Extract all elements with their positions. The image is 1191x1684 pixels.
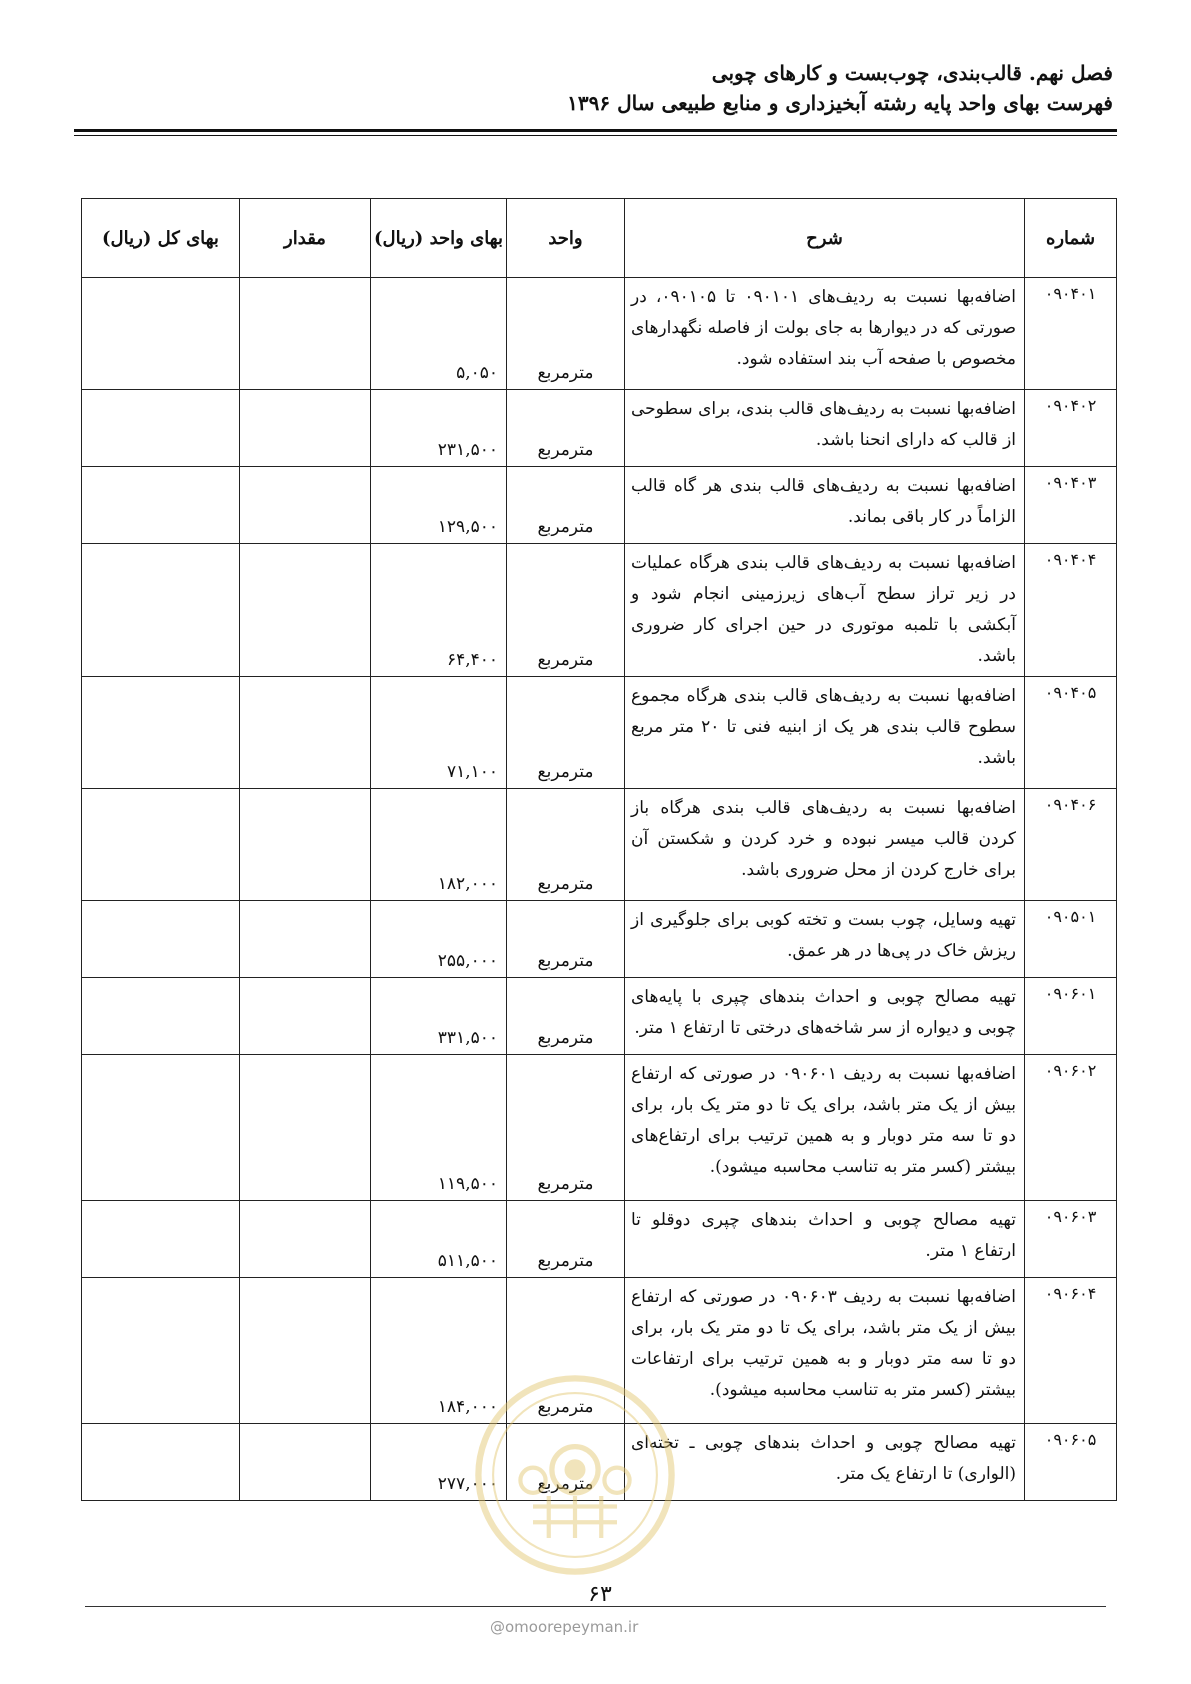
row-unit: مترمربع — [507, 978, 625, 1055]
table-row — [82, 789, 1117, 901]
row-total — [82, 978, 240, 1055]
row-unit-price: ۱۸۴,۰۰۰ — [371, 1278, 507, 1424]
row-unit: مترمربع — [507, 390, 625, 467]
row-total — [82, 544, 240, 677]
row-number: ۰۹۰۴۰۱ — [1025, 278, 1117, 390]
table-row — [82, 467, 1117, 544]
row-quantity — [240, 1278, 371, 1424]
chapter-title: فصل نهم. قالب‌بندی، چوب‌بست و کارهای چوبی — [711, 61, 1113, 85]
row-quantity — [240, 544, 371, 677]
row-description: تهیه مصالح چوبی و احداث بندهای چپری با پایه‌های چوبی و دیواره از سر شاخه‌های درختی تا ارتفاع ۱ متر. — [625, 978, 1025, 1055]
row-description: تهیه مصالح چوبی و احداث بندهای چوبی ـ تخته‌ای (الواری) تا ارتفاع یک متر. — [625, 1424, 1025, 1501]
row-unit-price: ۲۷۷,۰۰۰ — [371, 1424, 507, 1501]
row-total — [82, 1055, 240, 1201]
row-unit-price: ۳۳۱,۵۰۰ — [371, 978, 507, 1055]
row-quantity — [240, 978, 371, 1055]
row-unit: مترمربع — [507, 544, 625, 677]
row-quantity — [240, 390, 371, 467]
table-header-row — [82, 199, 1117, 278]
row-unit: مترمربع — [507, 1055, 625, 1201]
table-row — [82, 901, 1117, 978]
row-description: اضافه‌بها نسبت به ردیف‌های قالب بندی، برای سطوحی از قالب که دارای انحنا باشد. — [625, 390, 1025, 467]
row-unit: مترمربع — [507, 1424, 625, 1501]
row-description: تهیه مصالح چوبی و احداث بندهای چپری دوقلو تا ارتفاع ۱ متر. — [625, 1201, 1025, 1278]
row-description: اضافه‌بها نسبت به ردیف ۰۹۰۶۰۳ در صورتی که ارتفاع بیش از یک متر باشد، برای یک تا دو متر یک بار، برای دو تا سه متر دوبار و به همین ترتیب برای ارتفاعات بیشتر (کسر متر به تناسب محاسبه میشود). — [625, 1278, 1025, 1424]
row-number: ۰۹۰۶۰۵ — [1025, 1424, 1117, 1501]
row-quantity — [240, 677, 371, 789]
row-quantity — [240, 467, 371, 544]
row-number: ۰۹۰۵۰۱ — [1025, 901, 1117, 978]
row-unit: مترمربع — [507, 1278, 625, 1424]
header-rule-thick — [74, 129, 1117, 132]
header-quantity: مقدار — [240, 199, 371, 278]
row-unit: مترمربع — [507, 677, 625, 789]
row-description: اضافه‌بها نسبت به ردیف‌های قالب بندی هرگاه مجموع سطوح قالب بندی هر یک از ابنیه فنی تا ۲۰ متر مربع باشد. — [625, 677, 1025, 789]
header-number: شماره — [1025, 199, 1117, 278]
table-row — [82, 1055, 1117, 1201]
table-row — [82, 544, 1117, 677]
row-total — [82, 901, 240, 978]
row-total — [82, 789, 240, 901]
row-description: تهیه وسایل، چوب بست و تخته کوبی برای جلوگیری از ریزش خاک در پی‌ها در هر عمق. — [625, 901, 1025, 978]
row-description: اضافه‌بها نسبت به ردیف‌های قالب بندی هرگاه عملیات در زیر تراز سطح آب‌های زیرزمینی انجام شود و آبکشی با تلمبه موتوری در حین اجرای کار ضروری باشد. — [625, 544, 1025, 677]
footer-rule — [85, 1606, 1106, 1607]
row-unit-price: ۵۱۱,۵۰۰ — [371, 1201, 507, 1278]
row-total — [82, 1201, 240, 1278]
page-number: ۶۳ — [588, 1582, 612, 1607]
row-quantity — [240, 1424, 371, 1501]
row-description: اضافه‌بها نسبت به ردیف‌های قالب بندی هرگاه باز کردن قالب میسر نبوده و خرد کردن و شکستن آن برای خارج کردن از محل ضروری باشد. — [625, 789, 1025, 901]
row-number: ۰۹۰۶۰۱ — [1025, 978, 1117, 1055]
row-description: اضافه‌بها نسبت به ردیف‌های ۰۹۰۱۰۱ تا ۰۹۰۱۰۵، در صورتی که در دیوارها به جای بولت از فاصله نگهدارهای مخصوص با صفحه آب بند استفاده شود. — [625, 278, 1025, 390]
row-unit: مترمربع — [507, 278, 625, 390]
document-subtitle: فهرست بهای واحد پایه رشته آبخیزداری و منابع طبیعی سال ۱۳۹۶ — [567, 91, 1113, 115]
row-total — [82, 1424, 240, 1501]
row-quantity — [240, 1055, 371, 1201]
row-number: ۰۹۰۴۰۶ — [1025, 789, 1117, 901]
row-unit-price: ۷۱,۱۰۰ — [371, 677, 507, 789]
row-quantity — [240, 789, 371, 901]
header-unit: واحد — [507, 199, 625, 278]
row-unit-price: ۵,۰۵۰ — [371, 278, 507, 390]
seal-watermark-icon — [470, 1370, 680, 1580]
footer-site-watermark: @omoorepeyman.ir — [490, 1618, 639, 1636]
row-unit-price: ۲۳۱,۵۰۰ — [371, 390, 507, 467]
row-quantity — [240, 1201, 371, 1278]
row-number: ۰۹۰۴۰۵ — [1025, 677, 1117, 789]
table-row — [82, 278, 1117, 390]
row-unit: مترمربع — [507, 789, 625, 901]
header-unit-price: بهای واحد (ریال) — [371, 199, 507, 278]
table-row — [82, 677, 1117, 789]
header-total-price: بهای کل (ریال) — [82, 199, 240, 278]
row-total — [82, 278, 240, 390]
price-list-table — [81, 198, 1117, 1501]
row-unit-price: ۱۸۲,۰۰۰ — [371, 789, 507, 901]
row-unit-price: ۱۱۹,۵۰۰ — [371, 1055, 507, 1201]
row-number: ۰۹۰۴۰۴ — [1025, 544, 1117, 677]
header-description: شرح — [625, 199, 1025, 278]
header-rule-thin — [74, 135, 1117, 136]
row-number: ۰۹۰۶۰۳ — [1025, 1201, 1117, 1278]
table-row — [82, 978, 1117, 1055]
row-total — [82, 467, 240, 544]
table-row — [82, 390, 1117, 467]
row-unit-price: ۱۲۹,۵۰۰ — [371, 467, 507, 544]
row-total — [82, 1278, 240, 1424]
row-unit-price: ۲۵۵,۰۰۰ — [371, 901, 507, 978]
row-unit: مترمربع — [507, 901, 625, 978]
row-unit-price: ۶۴,۴۰۰ — [371, 544, 507, 677]
row-unit: مترمربع — [507, 1201, 625, 1278]
row-quantity — [240, 278, 371, 390]
row-total — [82, 390, 240, 467]
row-number: ۰۹۰۶۰۴ — [1025, 1278, 1117, 1424]
row-unit: مترمربع — [507, 467, 625, 544]
row-description: اضافه‌بها نسبت به ردیف ۰۹۰۶۰۱ در صورتی که ارتفاع بیش از یک متر باشد، برای یک تا دو متر یک بار، برای دو تا سه متر دوبار و به همین ترتیب برای ارتفاع‌های بیشتر (کسر متر به تناسب محاسبه میشود). — [625, 1055, 1025, 1201]
row-number: ۰۹۰۶۰۲ — [1025, 1055, 1117, 1201]
row-number: ۰۹۰۴۰۳ — [1025, 467, 1117, 544]
row-quantity — [240, 901, 371, 978]
row-number: ۰۹۰۴۰۲ — [1025, 390, 1117, 467]
table-row — [82, 1201, 1117, 1278]
row-total — [82, 677, 240, 789]
row-description: اضافه‌بها نسبت به ردیف‌های قالب بندی هر گاه قالب الزاماً در کار باقی بماند. — [625, 467, 1025, 544]
page-header — [78, 58, 1113, 118]
